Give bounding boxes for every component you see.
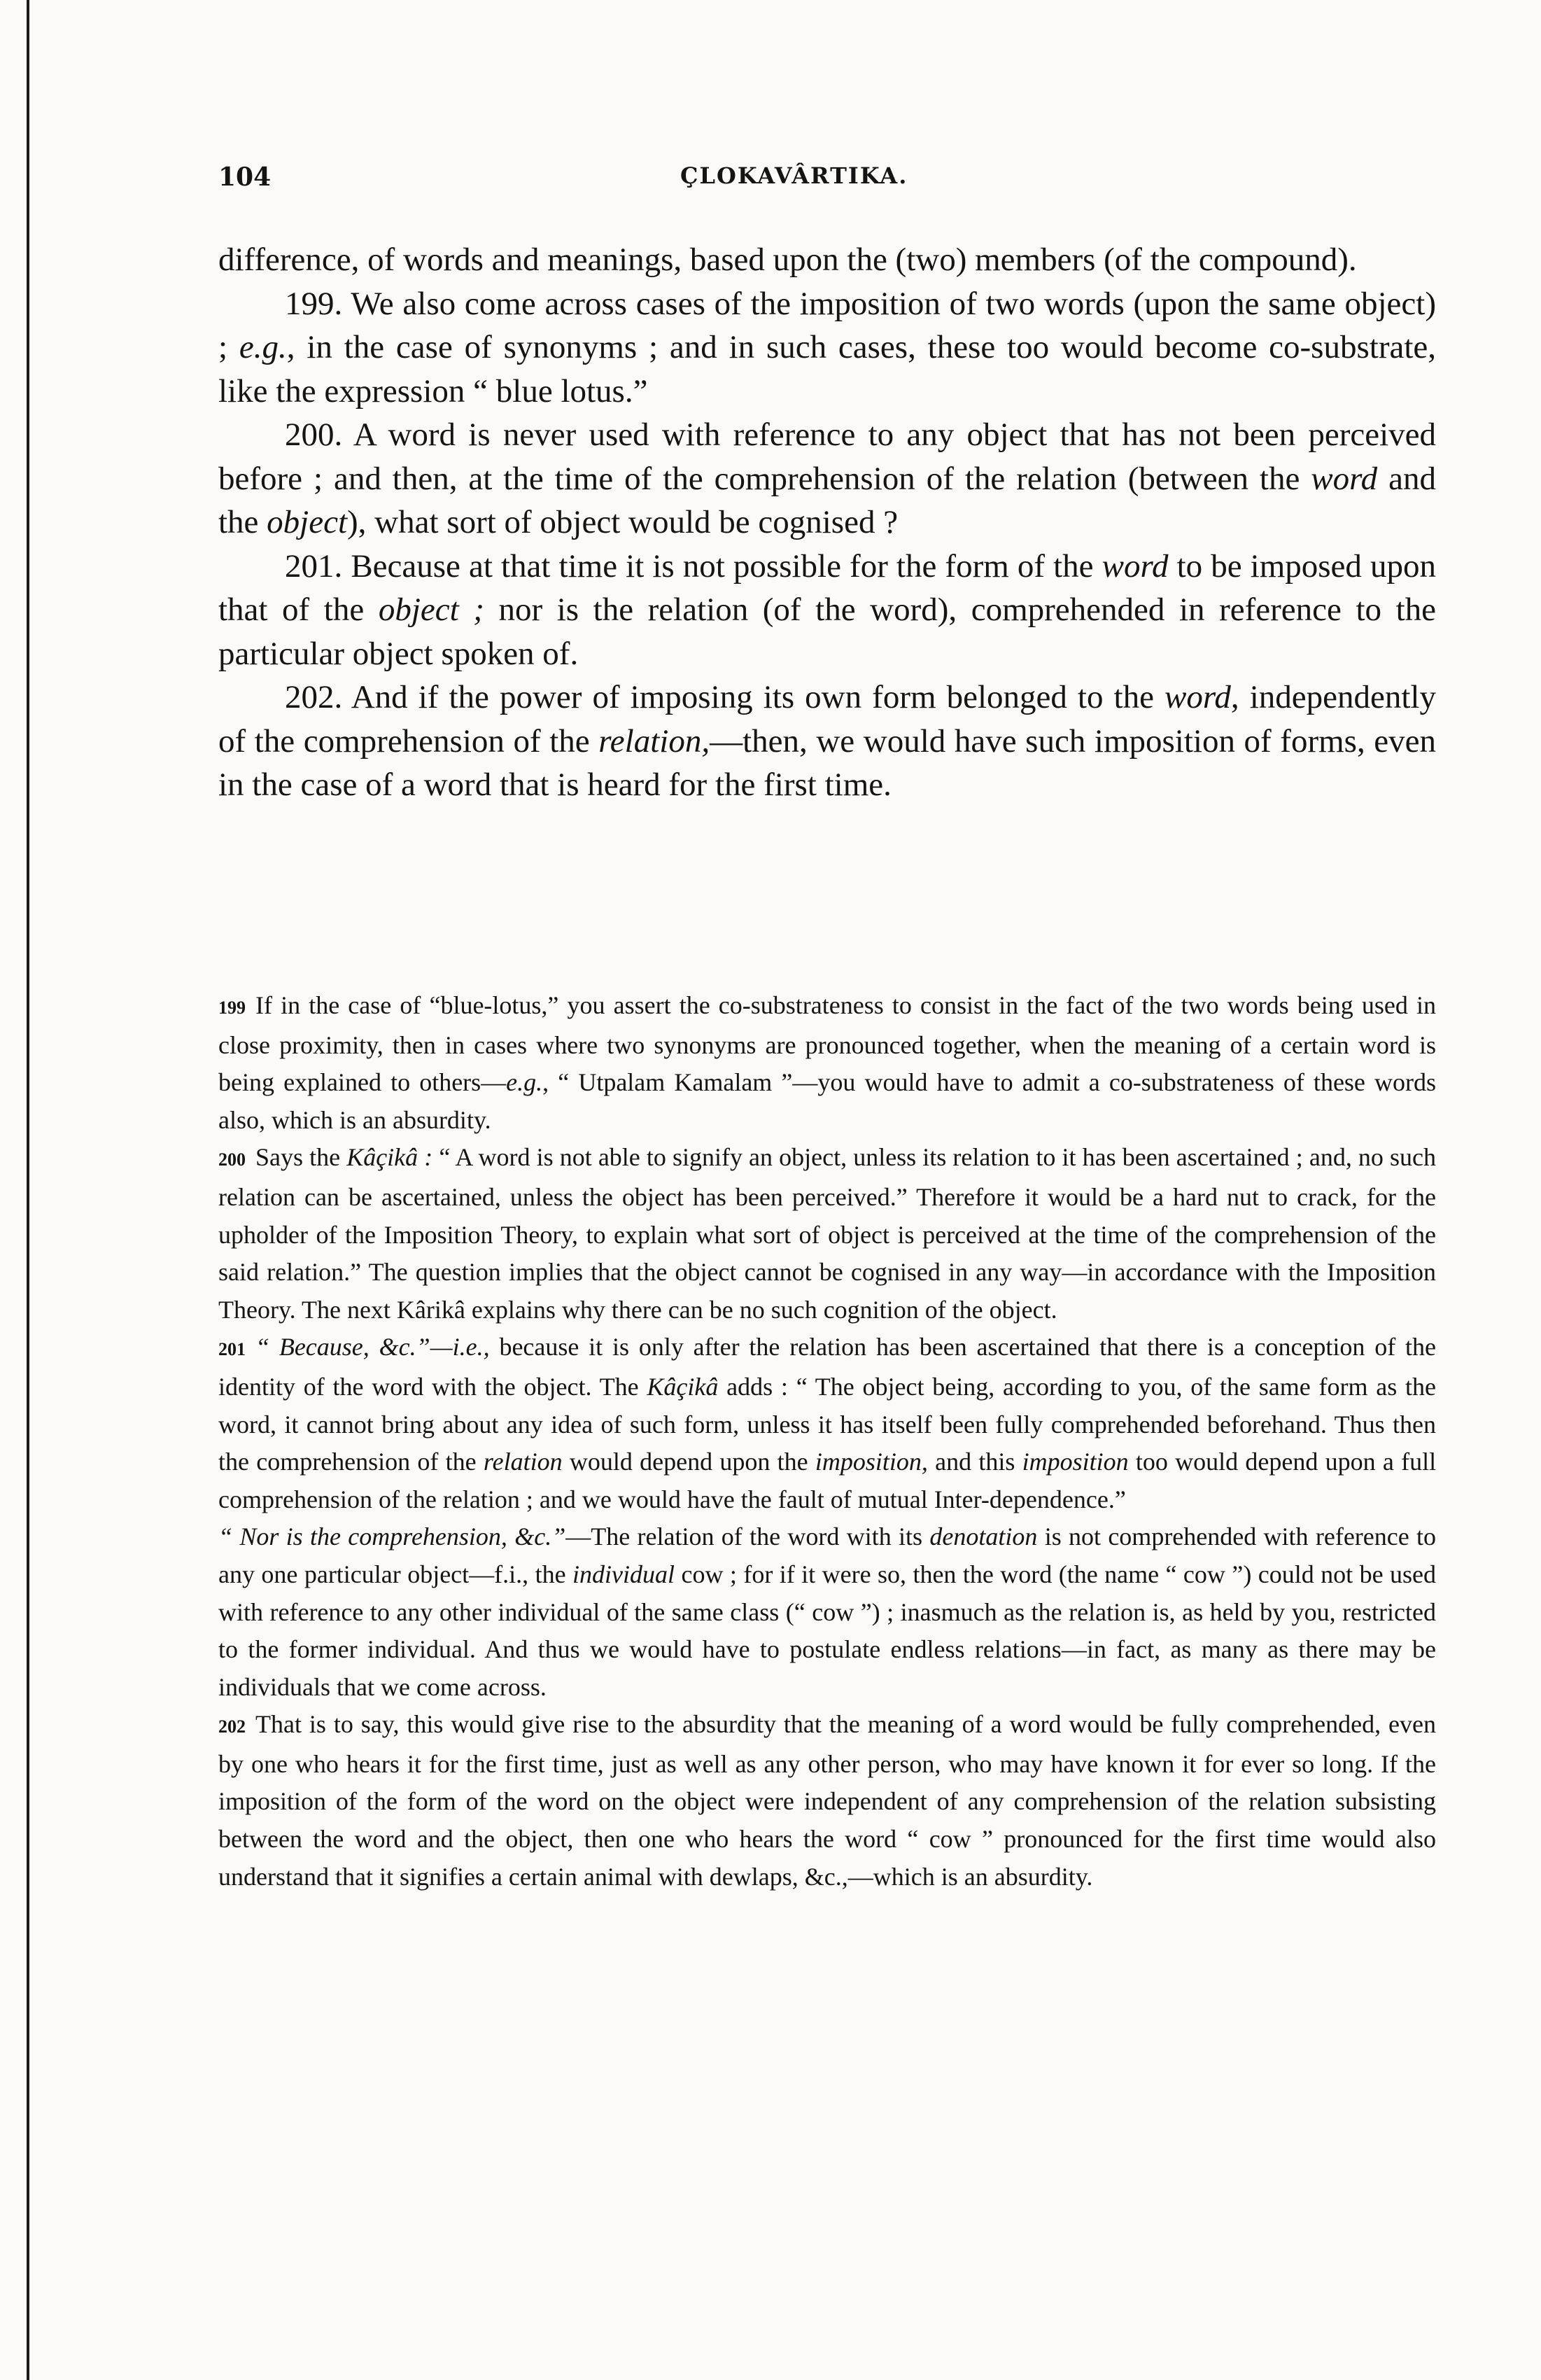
paragraph-continuation: difference, of words and meanings, based upon the (two) members (of the compound). [218, 241, 1357, 278]
note-201: 201 “ Because, &c.”—i.e., because it is only after the relation has been ascertained that there is a conception of the identity of the word with the object. The Kâçikâ adds : “ The object being, according to you, of the same form as the word, it cannot bring about any idea of such form, unless it has itself been fully comprehended beforehand. Thus then the comprehension of the relation would depend upon the imposition, and this imposition too would depend upon a full comprehension of the relation ; and we would have the fault of mutual Inter-dependence.” [218, 1333, 1437, 1513]
main-text [218, 238, 1436, 807]
running-title: ÇLOKAVÂRTIKA. [680, 162, 908, 189]
verse-200: 200. A word is never used with reference to any object that has not been perceived before ; and then, at the time of the comprehension of the relation (between the word and the object), what sort of object would be cognised ? [218, 416, 1436, 540]
running-head [218, 162, 1436, 204]
page-edge-rule [27, 0, 29, 2380]
verse-201: 201. Because at that time it is not possible for the form of the word to be imposed upon that of the object ; nor is the relation (of the word), comprehended in reference to the particular object spoken of. [218, 547, 1437, 672]
note-199: 199 If in the case of “blue-lotus,” you assert the co-substrateness to consist in the fact of the two words being used in close proximity, then in cases where two synonyms are pronounced together, when the meaning of a certain word is being explained to others—e.g., “ Utpalam Kamalam ”—you would have to admit a co-substrateness of these words also, which is an absurdity. [218, 991, 1436, 1134]
verse-199: 199. We also come across cases of the imposition of two words (upon the same object) ; e.g., in the case of synonyms ; and in such cases, these too would become co-substrate, like the expression “ blue lotus.” [218, 285, 1437, 410]
note-202: 202 That is to say, this would give rise to the absurdity that the meaning of a word would be fully comprehended, even by one who hears it for the first time, just as well as any other person, who may have known it for ever so long. If the imposition of the form of the word on the object were independent of any comprehension of the relation subsisting between the word and the object, then one who hears the word “ cow ” pronounced for the first time would also understand that it signifies a certain animal with dewlaps, &c.,—which is an absurdity. [218, 1710, 1436, 1891]
footnotes [218, 987, 1436, 1896]
note-nor: “ Nor is the comprehension, &c.”—The relation of the word with its denotation is not comprehended with reference to any one particular object—f.i., the individual cow ; for if it were so, then the word (the name “ cow ”) could not be used with reference to any other individual of the same class (“ cow ”) ; inasmuch as the relation is, as held by you, restricted to the former individual. And thus we would have to postulate endless relations—in fact, as many as there may be individuals that we come across. [218, 1522, 1437, 1701]
note-200: 200 Says the Kâçikâ : “ A word is not able to signify an object, unless its relation to it has been ascertained ; and, no such relation can be ascertained, unless the object has been perceived.” Therefore it would be a hard nut to crack, for the upholder of the Imposition Theory, to explain what sort of object is perceived at the time of the comprehension of the said relation.” The question implies that the object cannot be cognised in any way—in accordance with the Imposition Theory. The next Kârikâ explains why there can be no such cognition of the object. [218, 1143, 1436, 1324]
verse-202: 202. And if the power of imposing its own form belonged to the word, independently of the comprehension of the relation,—then, we would have such imposition of forms, even in the case of a word that is heard for the first time. [218, 679, 1437, 803]
page-number: 104 [218, 162, 272, 192]
